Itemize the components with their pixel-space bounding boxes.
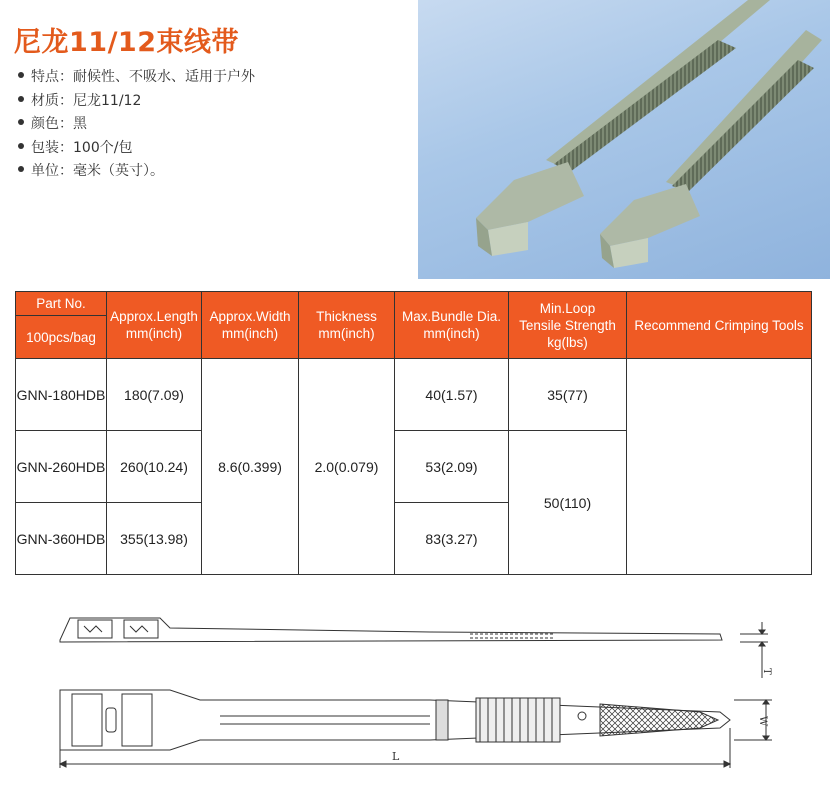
cable-tie-photo-image bbox=[418, 0, 830, 279]
cell-tensile: 50(110) bbox=[509, 431, 627, 575]
bullet-icon bbox=[18, 96, 24, 102]
cell-part: GNN-180HDB bbox=[16, 359, 107, 431]
cell-length: 355(13.98) bbox=[107, 503, 202, 575]
cable-tie-outline-drawing bbox=[0, 600, 830, 800]
spec-item-feature: 特点：耐候性、不吸水、适用于户外 bbox=[18, 66, 255, 90]
header-width: Approx.Width mm(inch) bbox=[202, 292, 299, 359]
cell-tools bbox=[627, 359, 812, 575]
cell-bundle: 83(3.27) bbox=[395, 503, 509, 575]
header-tools: Recommend Crimping Tools bbox=[627, 292, 812, 359]
side-view bbox=[60, 618, 772, 678]
bullet-icon bbox=[18, 166, 24, 172]
table-row bbox=[16, 359, 812, 431]
spec-item-unit: 单位：毫米（英寸）。 bbox=[18, 160, 255, 184]
cell-width: 8.6(0.399) bbox=[202, 359, 299, 575]
cell-part: GNN-260HDB bbox=[16, 431, 107, 503]
label-w: W bbox=[757, 716, 768, 727]
cell-bundle: 53(2.09) bbox=[395, 431, 509, 503]
cell-part: GNN-360HDB bbox=[16, 503, 107, 575]
bullet-icon bbox=[18, 143, 24, 149]
cell-bundle: 40(1.57) bbox=[395, 359, 509, 431]
cell-length: 180(7.09) bbox=[107, 359, 202, 431]
spec-list bbox=[18, 66, 255, 184]
bullet-icon bbox=[18, 119, 24, 125]
bullet-icon bbox=[18, 72, 24, 78]
header-thickness: Thickness mm(inch) bbox=[299, 292, 395, 359]
product-photo bbox=[418, 0, 830, 279]
page-title: 尼龙11/12束线带 bbox=[14, 27, 240, 58]
cell-thickness: 2.0(0.079) bbox=[299, 359, 395, 575]
header-bundle: Max.Bundle Dia. mm(inch) bbox=[395, 292, 509, 359]
top-view bbox=[60, 690, 772, 750]
technical-drawing bbox=[0, 600, 830, 800]
spec-table bbox=[15, 291, 812, 575]
spec-item-color: 颜色：黑 bbox=[18, 113, 255, 137]
header-tensile: Min.Loop Tensile Strength kg(lbs) bbox=[509, 292, 627, 359]
spec-item-package: 包装：100个/包 bbox=[18, 137, 255, 161]
header-part-no: Part No. bbox=[16, 292, 107, 316]
cell-length: 260(10.24) bbox=[107, 431, 202, 503]
cell-tensile: 35(77) bbox=[509, 359, 627, 431]
header-length: Approx.Length mm(inch) bbox=[107, 292, 202, 359]
label-t: T bbox=[761, 668, 772, 675]
spec-item-material: 材质：尼龙11/12 bbox=[18, 90, 255, 114]
label-l: L bbox=[392, 750, 400, 763]
header-pack: 100pcs/bag bbox=[16, 316, 107, 359]
